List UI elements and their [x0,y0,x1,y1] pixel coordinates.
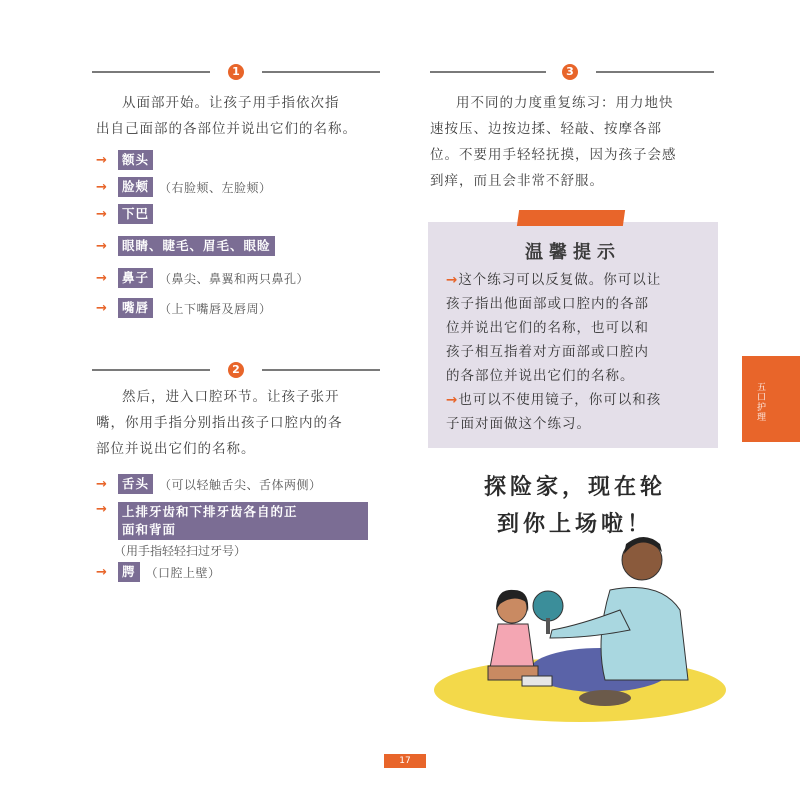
section-2-intro [96,384,392,462]
tip-line: →也可以不使用镜子，你可以和孩 [446,392,662,408]
list-item [96,298,272,318]
paragraph-line: 从面部开始。让孩子用手指依次指 [122,95,340,111]
tip-line: 位并说出它们的名称，也可以和 [446,320,649,336]
girl-shoe [522,676,552,686]
paragraph-line: 嘴，你用手指分别指出孩子口腔内的各 [96,415,343,431]
arrow-icon: → [96,502,107,517]
tip-line: 的各部位并说出它们的名称。 [446,368,635,384]
section-number-badge: 2 [228,362,244,378]
girl-dress [490,624,534,668]
body-part-tag [118,502,368,540]
body-part-note: （鼻尖、鼻翼和两只鼻孔） [159,271,310,286]
body-part-tag: 额头 [118,150,153,170]
list-item [96,474,322,494]
arrow-icon: → [96,238,107,254]
tip-line: →这个练习可以反复做。你可以让 [446,272,662,288]
list-item [96,204,153,224]
body-part-tag: 舌头 [118,474,153,494]
body-part-tag: 脸颊 [118,177,153,197]
list-item [96,236,275,256]
body-part-tag: 下巴 [118,204,153,224]
paragraph-line: 然后，进入口腔环节。让孩子张开 [122,389,340,405]
body-part-note: （右脸颊、左脸颊） [159,180,272,195]
paragraph-line: 位。不要用手轻轻抚摸，因为孩子会感 [430,147,677,163]
body-part-tag: 腭 [118,562,140,582]
body-part-note: （口腔上壁） [145,565,221,580]
mirror [533,591,563,621]
body-part-tag: 鼻子 [118,268,153,288]
tips-paragraph-2 [446,388,710,436]
arrow-icon: → [96,300,107,316]
parent-child-illustration [430,530,730,730]
caption-line: 探险家，现在轮 [483,475,666,500]
paragraph-line: 出自己面部的各部位并说出它们的名称。 [96,121,357,137]
arrow-icon: → [96,270,107,286]
section-number-badge: 1 [228,64,244,80]
caption-line: 到你上场啦！ [496,512,653,537]
divider-line [92,71,210,73]
section-1-header [92,64,382,80]
divider-line [430,71,546,73]
arrow-icon: → [96,152,107,168]
tips-title: 温馨提示 [525,242,621,263]
arrow-icon: → [96,564,107,580]
tip-line: 孩子相互指着对方面部或口腔内 [446,344,649,360]
paragraph-line: 用不同的力度重复练习：用力地快 [456,95,674,111]
tips-ribbon [517,210,625,226]
body-part-note: （用手指轻轻扫过牙号） [114,544,247,558]
paragraph-line: 速按压、边按边揉、轻敲、按摩各部 [430,121,662,137]
handwritten-caption [430,470,720,538]
section-number-badge: 3 [562,64,578,80]
bullet-arrow-icon: → [446,272,459,288]
arrow-icon: → [96,179,107,195]
body-part-note: （上下嘴唇及唇周） [159,301,272,316]
tip-line: 子面对面做这个练习。 [446,416,591,432]
list-item [96,268,309,288]
man-torso [601,588,688,681]
side-tab-label: 五口护理 [755,382,765,422]
divider-line [596,71,714,73]
list-item [96,177,272,197]
body-part-note: （可以轻触舌尖、舌体两侧） [159,477,322,492]
man-shoe [579,690,631,706]
divider-line [92,369,210,371]
tag-line: 面和背面 [122,522,177,537]
paragraph-line: 到痒，而且会非常不舒服。 [430,173,604,189]
tip-line: 孩子指出他面部或口腔内的各部 [446,296,649,312]
section-3-header [430,64,716,80]
divider-line [262,71,380,73]
paragraph-line: 部位并说出它们的名称。 [96,441,256,457]
section-1-intro [96,90,392,142]
arrow-icon: → [96,206,107,222]
body-part-tag: 嘴唇 [118,298,153,318]
page-number: 17 [384,754,426,768]
list-item [96,150,153,170]
section-3-intro [430,90,730,194]
list-item [96,562,221,582]
body-part-tag: 眼睛、睫毛、眉毛、眼睑 [118,236,275,256]
section-2-header [92,362,382,378]
arrow-icon: → [96,476,107,492]
mirror-handle [546,618,550,634]
tips-paragraph-1 [446,268,710,388]
divider-line [262,369,380,371]
chapter-side-tab [742,356,800,442]
bullet-arrow-icon: → [446,392,459,408]
tag-line: 上排牙齿和下排牙齿各自的正 [122,504,298,519]
